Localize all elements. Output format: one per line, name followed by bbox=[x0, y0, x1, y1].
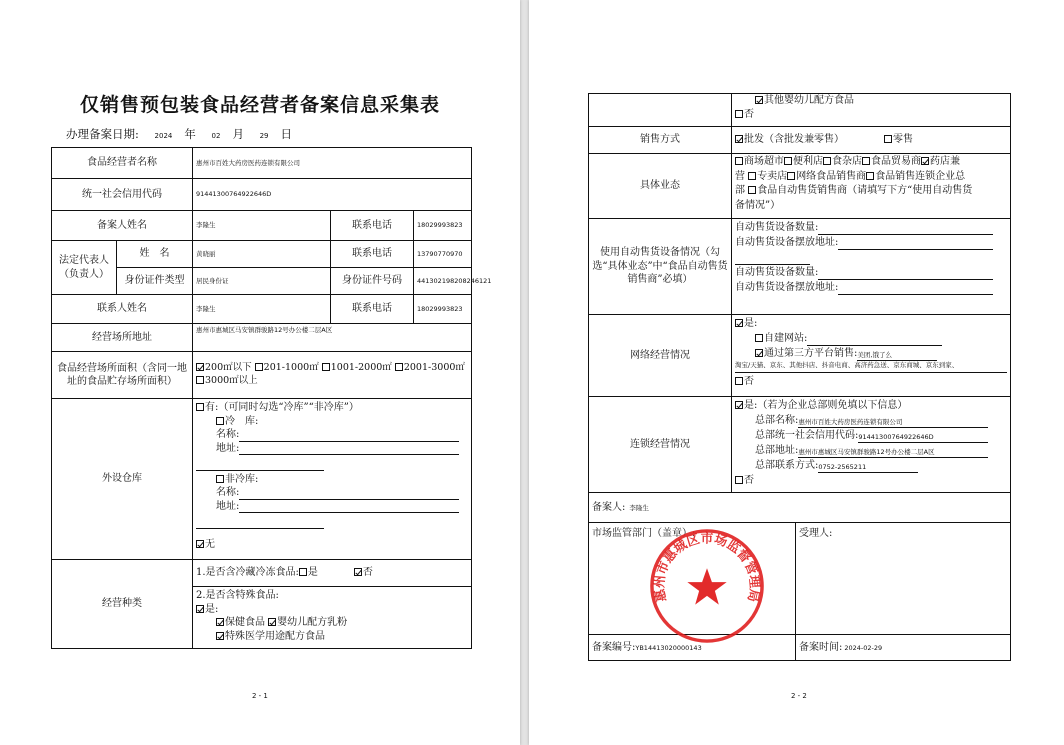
date-day: 29 bbox=[259, 132, 269, 140]
noncold-addr-line bbox=[239, 504, 459, 513]
vending-qty-line-1 bbox=[818, 226, 993, 235]
frozen-question: 1.是否含冷藏冷冻食品: bbox=[196, 567, 299, 579]
online-no-label: 否 bbox=[744, 375, 754, 387]
id-type-label: 身份证件类型 bbox=[117, 268, 193, 295]
form-table-2 bbox=[588, 93, 1011, 661]
frozen-no-checkbox[interactable] bbox=[354, 568, 362, 576]
hq-addr-label: 总部地址: bbox=[755, 445, 799, 456]
area-opt-3-checkbox[interactable] bbox=[322, 363, 330, 371]
noncold-name-label: 名称: bbox=[216, 487, 240, 498]
cold-name-line bbox=[239, 433, 459, 442]
hq-name-label: 总部名称: bbox=[755, 415, 799, 426]
operator-name-value: 惠州市百姓大药房医药连锁有限公司 bbox=[193, 148, 472, 179]
noncold-addr-label: 地址: bbox=[216, 500, 240, 512]
credit-code-value: 91441300764922646D bbox=[193, 179, 472, 211]
area-label: 食品经营场所面积（含同一地址的食品贮存场所面积） bbox=[52, 352, 193, 399]
hq-phone-label: 总部联系方式: bbox=[755, 460, 819, 471]
biz-trader-label: 食品贸易商 bbox=[871, 156, 921, 167]
id-type-value: 居民身份证 bbox=[193, 268, 331, 295]
address-value: 惠州市惠城区马安镇群骏路12号办公楼二层A区 bbox=[193, 324, 472, 352]
date-label: 办理备案日期: bbox=[66, 127, 139, 141]
vending-addr-line-2 bbox=[838, 286, 993, 295]
filer-name-value: 李隆生 bbox=[193, 211, 331, 241]
biz-online-checkbox[interactable] bbox=[787, 172, 795, 180]
platform-list: 淘宝/天猫、京东、其他抖店、抖音电商、高济药急送、京东商城、京东到家、 bbox=[735, 361, 1007, 373]
record-no-value: YB14413020000143 bbox=[635, 643, 702, 652]
filer-name-label: 备案人姓名 bbox=[52, 211, 193, 241]
area-opt-3-label: 1001-2000㎡ bbox=[330, 362, 392, 374]
vending-addr-label-2: 自动售货设备摆放地址: bbox=[735, 282, 839, 293]
operator-name-label: 食品经营者名称 bbox=[52, 148, 193, 179]
market-dept-label: 市场监管部门（盖章）: bbox=[592, 528, 696, 539]
date-year: 2024 bbox=[154, 132, 173, 140]
biz-supermarket-label: 商场超市 bbox=[744, 156, 784, 167]
biz-chain-hq-label: 食品销售连锁企业总 bbox=[875, 170, 966, 182]
credit-code-label: 统一社会信用代码 bbox=[52, 179, 193, 211]
chain-yes-label: 是:（若为企业总部则免填以下信息） bbox=[744, 400, 908, 411]
own-site-checkbox[interactable] bbox=[755, 334, 763, 342]
online-label: 网络经营情况 bbox=[589, 315, 732, 397]
non-cold-storage-label: 非冷库: bbox=[225, 473, 259, 485]
area-options bbox=[193, 352, 472, 399]
biz-specialty-checkbox[interactable] bbox=[748, 172, 756, 180]
sales-method-cell bbox=[732, 127, 1011, 154]
hq-code-value: 91441300764922646D bbox=[858, 432, 988, 443]
infant-other-label: 其他婴幼儿配方食品 bbox=[764, 95, 854, 106]
special-no-checkbox[interactable] bbox=[735, 110, 743, 118]
receiver-label: 受理人: bbox=[799, 528, 833, 539]
area-opt-5-checkbox[interactable] bbox=[196, 376, 204, 384]
vending-addr-line-1 bbox=[838, 241, 993, 250]
area-opt-4-checkbox[interactable] bbox=[395, 363, 403, 371]
hq-phone-value: 0752-2565211 bbox=[818, 462, 918, 473]
area-opt-2-checkbox[interactable] bbox=[255, 363, 263, 371]
day-unit: 日 bbox=[280, 127, 293, 141]
medical-food-checkbox[interactable] bbox=[216, 632, 224, 640]
cold-storage-checkbox[interactable] bbox=[216, 417, 224, 425]
area-opt-5-label: 3000㎡以上 bbox=[205, 375, 258, 386]
warehouse-no-checkbox[interactable] bbox=[196, 540, 204, 548]
special-question: 2.是否含特殊食品: bbox=[196, 590, 279, 601]
medical-food-label: 特殊医学用途配方食品 bbox=[225, 630, 325, 642]
infant-formula-checkbox[interactable] bbox=[268, 618, 276, 626]
wholesale-label: 批发（含批发兼零售） bbox=[744, 134, 844, 146]
record-time-label: 备案时间: bbox=[799, 641, 843, 653]
chain-cell bbox=[732, 397, 1011, 493]
chain-no-label: 否 bbox=[744, 475, 754, 486]
biz-online-label: 网络食品销售商 bbox=[796, 170, 867, 182]
id-no-value: 441302198208246121 bbox=[414, 268, 472, 295]
area-opt-2-label: 201-1000㎡ bbox=[263, 362, 319, 374]
biz-convenience-checkbox[interactable] bbox=[784, 157, 792, 165]
noncold-name-line bbox=[239, 491, 459, 500]
online-no-checkbox[interactable] bbox=[735, 377, 743, 385]
noncold-addr-line-2 bbox=[196, 520, 324, 529]
infant-other-checkbox[interactable] bbox=[755, 96, 763, 104]
filing-date-line bbox=[66, 126, 292, 142]
biz-chain-hq-label-cont: 部 bbox=[735, 185, 745, 196]
legal-phone-value: 13790770970 bbox=[414, 241, 472, 268]
market-dept-cell bbox=[589, 523, 796, 635]
year-unit: 年 bbox=[184, 127, 196, 141]
record-time-cell bbox=[796, 635, 1011, 661]
cold-name-label: 名称: bbox=[216, 429, 240, 440]
biz-trader-checkbox[interactable] bbox=[862, 157, 870, 165]
retail-checkbox[interactable] bbox=[884, 135, 892, 143]
platform-value: 美团,饿了么 bbox=[857, 350, 937, 361]
form-table-1 bbox=[51, 147, 492, 649]
sales-method-label: 销售方式 bbox=[589, 127, 732, 154]
online-yes-checkbox[interactable] bbox=[735, 319, 743, 327]
online-cell bbox=[732, 315, 1011, 397]
date-month: 02 bbox=[211, 132, 221, 140]
filer-label: 备案人: bbox=[592, 501, 626, 513]
biz-specialty-label: 专卖店 bbox=[757, 170, 788, 182]
legal-name-label: 姓 名 bbox=[117, 241, 193, 268]
third-party-label: 通过第三方平台销售: bbox=[764, 348, 858, 359]
warehouse-no-label: 无 bbox=[205, 538, 215, 550]
own-site-label: 自建网站: bbox=[764, 333, 808, 344]
vending-qty-line-2 bbox=[818, 271, 993, 280]
id-no-label: 身份证件号码 bbox=[331, 268, 414, 295]
frozen-yes-checkbox[interactable] bbox=[299, 568, 307, 576]
biz-supermarket-checkbox[interactable] bbox=[735, 157, 743, 165]
page-1 bbox=[0, 0, 520, 745]
contact-name-label: 联系人姓名 bbox=[52, 295, 193, 324]
category-label: 经营种类 bbox=[52, 560, 193, 649]
filer-phone-label: 联系电话 bbox=[331, 211, 414, 241]
warehouse-yes-label: 有:（可同时勾选“冷库”“非冷库”） bbox=[205, 402, 359, 413]
wholesale-checkbox[interactable] bbox=[735, 135, 743, 143]
own-site-line bbox=[807, 337, 942, 346]
record-time-value: 2024-02-29 bbox=[844, 643, 883, 652]
legal-name-value: 黄晓丽 bbox=[193, 241, 331, 268]
infant-formula-label: 婴幼儿配方乳粉 bbox=[277, 617, 348, 628]
cold-storage-label: 冷 库: bbox=[225, 415, 259, 427]
business-format-label: 具体业态 bbox=[589, 154, 732, 219]
cold-addr-label: 地址: bbox=[216, 442, 240, 454]
biz-pharmacy-label-cont: 营 bbox=[735, 170, 745, 182]
biz-pharmacy-label: 药店兼 bbox=[930, 156, 960, 167]
biz-vending-label-cont: 备情况”） bbox=[735, 199, 781, 211]
frozen-question-cell bbox=[193, 560, 472, 587]
hq-code-label: 总部统一社会信用代码: bbox=[755, 430, 859, 441]
vending-label: 使用自动售货设备情况（勾选“具体业态”中“食品自动售货销售商”必填） bbox=[589, 219, 732, 315]
vending-qty-label-2: 自动售货设备数量: bbox=[735, 267, 819, 278]
infant-other-cell bbox=[732, 94, 1011, 127]
infant-other-blank-label bbox=[589, 94, 732, 127]
page-2 bbox=[529, 0, 1064, 745]
online-yes-label: 是: bbox=[744, 318, 758, 329]
page-number-2: 2 - 2 bbox=[791, 692, 807, 700]
form-title: 仅销售预包装食品经营者备案信息采集表 bbox=[79, 94, 440, 116]
biz-grocery-label: 食杂店 bbox=[832, 156, 862, 167]
vending-qty-label-1: 自动售货设备数量: bbox=[735, 222, 819, 233]
special-yes-label: 是: bbox=[205, 603, 219, 615]
vending-cell bbox=[732, 219, 1011, 315]
page-number-1: 2 - 1 bbox=[252, 692, 268, 700]
special-yes-checkbox[interactable] bbox=[196, 605, 204, 613]
legal-phone-label: 联系电话 bbox=[331, 241, 414, 268]
area-opt-1-label: 200㎡以下 bbox=[205, 362, 252, 374]
filer-phone-value: 18029993823 bbox=[414, 211, 472, 241]
biz-vending-checkbox[interactable] bbox=[748, 186, 756, 194]
hq-name-value: 惠州市百姓大药房医药连锁有限公司 bbox=[798, 417, 988, 428]
receiver-cell bbox=[796, 523, 1011, 635]
non-cold-storage-checkbox[interactable] bbox=[216, 475, 224, 483]
month-unit: 月 bbox=[232, 127, 244, 141]
warehouse-yes-checkbox[interactable] bbox=[196, 403, 204, 411]
third-party-checkbox[interactable] bbox=[755, 349, 763, 357]
filer-row bbox=[589, 493, 1011, 523]
biz-convenience-label: 便利店 bbox=[793, 156, 823, 167]
hq-addr-value: 惠州市惠城区马安镇群骏路12号办公楼二层A区 bbox=[798, 447, 988, 458]
record-no-label: 备案编号: bbox=[592, 641, 636, 653]
cold-addr-line bbox=[239, 446, 459, 455]
special-food-cell bbox=[193, 587, 472, 649]
vending-addr-label-1: 自动售货设备摆放地址: bbox=[735, 237, 839, 248]
warehouse-cell bbox=[193, 399, 472, 560]
area-opt-1-checkbox[interactable] bbox=[196, 363, 204, 371]
frozen-no-label: 否 bbox=[362, 567, 373, 579]
biz-grocery-checkbox[interactable] bbox=[823, 157, 831, 165]
health-food-label: 保健食品 bbox=[225, 617, 265, 628]
contact-phone-label: 联系电话 bbox=[331, 295, 414, 324]
seal-text: 惠州市惠城区市场监督管理局 bbox=[652, 531, 762, 604]
vending-addr-line-1b bbox=[735, 256, 810, 265]
area-opt-4-label: 2001-3000㎡ bbox=[403, 362, 465, 374]
chain-no-checkbox[interactable] bbox=[735, 476, 743, 484]
business-format-cell bbox=[732, 154, 1011, 219]
contact-name-value: 李隆生 bbox=[193, 295, 331, 324]
retail-label: 零售 bbox=[893, 134, 913, 146]
contact-phone-value: 18029993823 bbox=[414, 295, 472, 324]
chain-yes-checkbox[interactable] bbox=[735, 401, 743, 409]
cold-addr-line-2 bbox=[196, 462, 324, 471]
record-no-cell bbox=[589, 635, 796, 661]
chain-label: 连锁经营情况 bbox=[589, 397, 732, 493]
filer-value: 李隆生 bbox=[629, 503, 649, 512]
biz-pharmacy-checkbox[interactable] bbox=[921, 157, 929, 165]
legal-rep-label: 法定代表人（负责人） bbox=[52, 241, 117, 295]
address-label: 经营场所地址 bbox=[52, 324, 193, 352]
frozen-yes-label: 是 bbox=[307, 567, 318, 579]
biz-vending-label: 食品自动售货销售商（请填写下方“使用自动售货 bbox=[757, 185, 973, 196]
health-food-checkbox[interactable] bbox=[216, 618, 224, 626]
special-no-label: 否 bbox=[744, 108, 754, 120]
biz-chain-hq-checkbox[interactable] bbox=[866, 172, 874, 180]
warehouse-label: 外设仓库 bbox=[52, 399, 193, 560]
